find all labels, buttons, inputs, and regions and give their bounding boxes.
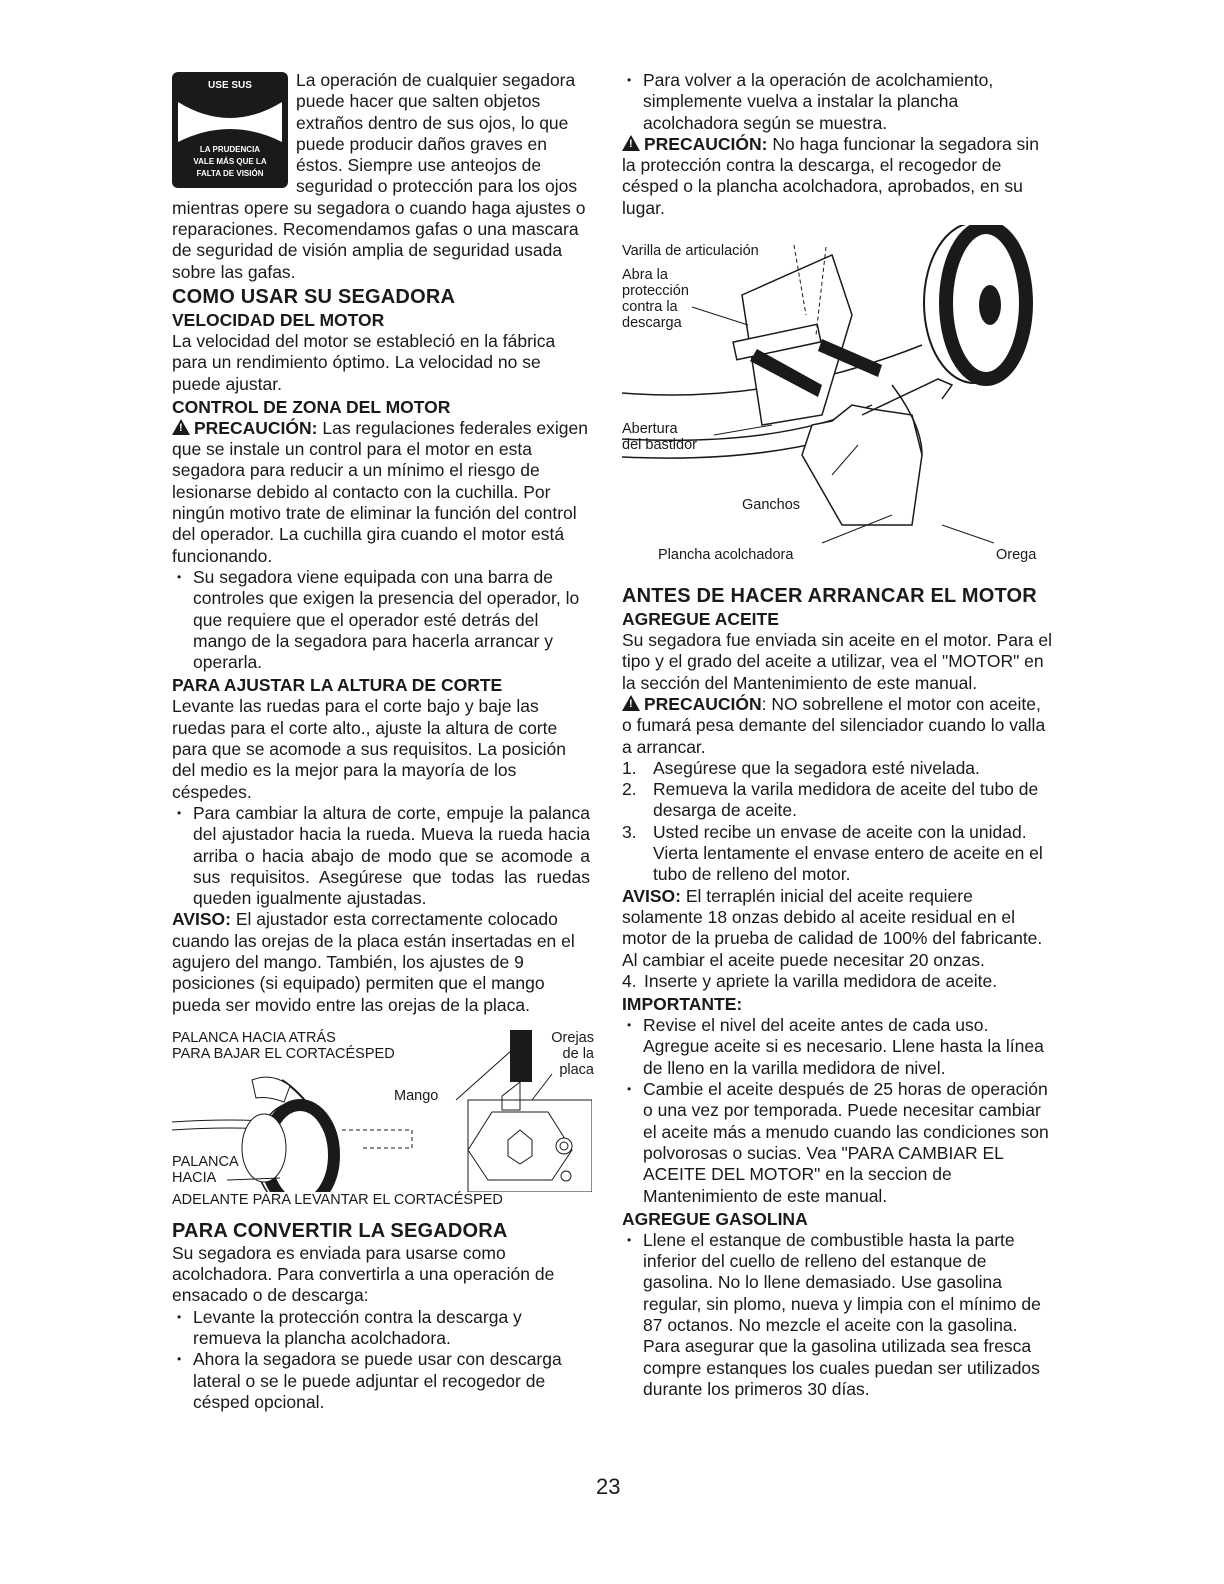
gasolina-bullet: • Llene el estanque de combustible hasta la parte inferior del cuello de relleno del estanque de gasolina. No lo llene demasiado. Use gasolina regular, sin plomo, nueva y limpia con el mínimo de 87 octanos. No mezcle el aceite con la gasolina. Para asegurar que la gasolina utilizada sea fresca compre estanques los cuales puedan ser utilizados durante los primeros 30 días. xyxy=(622,1230,1052,1400)
agregue-gasolina-heading: AGREGUE GASOLINA xyxy=(622,1208,808,1229)
fig1-fwd-2: HACIA xyxy=(172,1169,217,1186)
badge-line-4: LA PRUDENCIA xyxy=(199,145,261,154)
fig1-back-label-1: PALANCA HACIA ATRÁS xyxy=(172,1029,336,1046)
step-text: Asegúrese que la segadora esté nivelada. xyxy=(653,757,980,778)
velocidad-heading: VELOCIDAD DEL MOTOR xyxy=(172,309,385,330)
aviso-label: AVISO: xyxy=(172,909,231,930)
fig1-orejas-2: de la xyxy=(562,1045,594,1062)
step-number: 3. xyxy=(622,821,637,842)
step-text: Inserte y apriete la varilla medidora de aceite. xyxy=(644,970,998,991)
importante-bullet-2: • Cambie el aceite después de 25 horas de operación o una vez por temporada. Puede necesitar cambiar el aceite más a menudo cuando las condiciones son polvorosas o sucias. Vea "PARA CAMBIAR EL ACEITE DEL MOTOR" en la seccion de Mantenimiento de este manual. xyxy=(622,1079,1052,1207)
aceite-precaucion-text: : NO sobrellene el motor con aceite, o fumará pesa demante del silenciador cuando lo valla a arrancar. xyxy=(622,693,1046,757)
aceite-aviso xyxy=(622,886,1052,971)
badge-line-6: FALTA DE VISIÓN xyxy=(196,169,264,178)
convertir-bullet-3: • Para volver a la operación de acolchamiento, simplemente vuelva a instalar la plancha acolchadora según se muestra. xyxy=(622,70,1052,134)
aceite-aviso-text: El terraplén inicial del aceite requiere solamente 18 onzas debido al aceite residual en el motor de la prueba de calidad de 100% del fabricante. Al cambiar el aceite puede necesitar 20 onzas. xyxy=(622,885,1043,970)
intro-paragraph: La operación de cualquier segadora puede hacer que salten objetos extraños dentro de sus ojos, lo que puede producir daños graves en éstos. Siempre use anteojos de seguridad o protección para los ojos mientras opere su segadora o cuando haga ajustes o reparaciones. Recomendamos gafas o una mascara de seguridad de visión amplia de seguridad usada sobre las gafas. xyxy=(172,70,586,282)
control-zona-heading: CONTROL DE ZONA DEL MOTOR xyxy=(172,396,451,417)
fig2-abra-2: protección xyxy=(622,283,689,300)
warning-icon xyxy=(622,695,640,711)
step-4 xyxy=(622,971,1052,992)
altura-bullet: • Para cambiar la altura de corte, empuje la palanca del ajustador hacia la rueda. Mueva la rueda hacia arriba o hacia abajo de modo que se acomode a sus requisitos. Asegúrese que todas las ruedas queden igualmente ajustadas. xyxy=(172,803,590,909)
step-number: 4. xyxy=(622,970,637,991)
right-column xyxy=(622,70,1052,1400)
importante-bullet-1: • Revise el nivel del aceite antes de cada uso. Agregue aceite si es necesario. Llene hasta la línea de lleno en la varilla medidora de nivel. xyxy=(622,1015,1052,1079)
left-column xyxy=(172,70,594,1413)
step-1 xyxy=(622,758,1052,779)
badge-line-5: VALE MÁS QUE LA xyxy=(193,157,267,166)
agregue-aceite-heading: AGREGUE ACEITE xyxy=(622,609,779,630)
convertir-precaucion xyxy=(622,134,1052,219)
fig2-abertura-2: del bastidor xyxy=(622,437,697,454)
mulch-plate-drawing xyxy=(622,225,1052,571)
precaucion-label: PRECAUCIÓN xyxy=(644,693,762,714)
fig1-mango: Mango xyxy=(394,1087,439,1104)
fig2-varilla: Varilla de articulación xyxy=(622,243,759,260)
aceite-precaucion xyxy=(622,694,1052,758)
mulch-plate-figure xyxy=(622,225,1052,571)
aviso-text: El ajustador esta correctamente colocado cuando las orejas de la placa están insertadas en el agujero del mango. También, los ajustes de 9 posiciones (si equipado) permiten que el mango pueda ser movido entre las orejas de la placa. xyxy=(172,909,575,1015)
step-number: 2. xyxy=(622,779,637,800)
step-text: Remueva la varila medidora de aceite del tubo de desarga de aceite. xyxy=(653,779,1039,821)
warning-icon xyxy=(622,135,640,151)
fig1-back-label-2: PARA BAJAR EL CORTACÉSPED xyxy=(172,1045,395,1062)
control-zona-text: Las regulaciones federales exigen que se instale un control para el motor en esta segadora para reducir a un mínimo el riesgo de lesionarse debido al contacto con la cuchilla. Por ningún motivo trate de eliminar la función del control del operador. La cuchilla gira cuando el motor está funcionando. xyxy=(172,417,588,566)
page-number: 23 xyxy=(596,1474,621,1499)
step-number: 1. xyxy=(622,757,637,778)
fig2-orega: Orega xyxy=(996,547,1037,564)
convertir-precaucion-text: No haga funcionar la segadora sin la protección contra la descarga, el recogedor de césped o la plancha acolchadora, aprobados, en su lugar. xyxy=(622,133,1039,218)
step-text: Usted recibe un envase de aceite con la unidad. Vierta lentamente el envase entero de aceite en el tubo de relleno del motor. xyxy=(653,821,1043,885)
altura-heading: PARA AJUSTAR LA ALTURA DE CORTE xyxy=(172,675,503,696)
precaucion-label: PRECAUCIÓN: xyxy=(644,133,768,154)
como-usar-heading: COMO USAR SU SEGADORA xyxy=(172,285,456,308)
convertir-bullet-1: • Levante la protección contra la descarga y remueva la plancha acolchadora. xyxy=(172,1307,590,1350)
fig2-plancha: Plancha acolchadora xyxy=(658,547,794,564)
aceite-text: Su segadora fue enviada sin aceite en el motor. Para el tipo y el grado del aceite a utilizar, vea el "MOTOR" en la sección del Mantenimiento de este manual. xyxy=(622,630,1052,693)
fig2-abertura-1: Abertura xyxy=(622,421,678,438)
aviso-label: AVISO: xyxy=(622,885,681,906)
velocidad-text: La velocidad del motor se estableció en la fábrica para un rendimiento óptimo. La velocidad no se puede ajustar. xyxy=(172,330,556,394)
height-adjust-figure xyxy=(172,1029,594,1192)
step-3 xyxy=(622,822,1052,886)
warning-icon xyxy=(172,419,190,435)
fig2-ganchos: Ganchos xyxy=(742,497,801,514)
badge-line-1: USE SUS xyxy=(208,80,252,91)
precaucion-label: PRECAUCIÓN: xyxy=(194,417,318,438)
fig2-abra-3: contra la xyxy=(622,299,678,316)
convertir-heading: PARA CONVERTIR LA SEGADORA xyxy=(172,1219,508,1242)
badge-line-2: ANTEOJOS DE xyxy=(201,95,259,104)
control-bullet: • Su segadora viene equipada con una barra de controles que exigen la presencia del operador, lo que requiere que el operador esté detrás del mango de la segadora para hacerla arrancar y operarla. xyxy=(172,567,590,673)
fig1-orejas-3: placa xyxy=(559,1061,594,1078)
fig1-orejas-1: Orejas xyxy=(551,1029,594,1046)
fig1-fwd-1: PALANCA xyxy=(172,1153,239,1170)
safety-glasses-badge xyxy=(172,72,288,188)
antes-heading: ANTES DE HACER ARRANCAR EL MOTOR xyxy=(622,585,1037,608)
fig2-abra-1: Abra la xyxy=(622,267,668,284)
importante-heading: IMPORTANTE: xyxy=(622,994,743,1015)
badge-line-3: SEGURIDAD xyxy=(206,105,254,114)
safety-glasses-icon xyxy=(172,72,288,188)
fig2-abra-4: descarga xyxy=(622,315,682,332)
fig1-fwd-3: ADELANTE PARA LEVANTAR EL CORTACÉSPED xyxy=(172,1191,503,1208)
altura-text: Levante las ruedas para el corte bajo y baje las ruedas para el corte alto., ajuste la altura de corte para que se acomode a sus requisitos. La posición del medio es la mejor para la mayoría de los céspedes. xyxy=(172,696,566,802)
convertir-bullet-2: • Ahora la segadora se puede usar con descarga lateral o se le puede adjuntar el recogedor de césped opcional. xyxy=(172,1349,590,1413)
convertir-text: Su segadora es enviada para usarse como acolchadora. Para convertirla a una operación de ensacado o de descarga: xyxy=(172,1242,555,1306)
aviso-paragraph xyxy=(172,909,590,1015)
control-zona-paragraph xyxy=(172,418,590,567)
step-2 xyxy=(622,779,1052,822)
